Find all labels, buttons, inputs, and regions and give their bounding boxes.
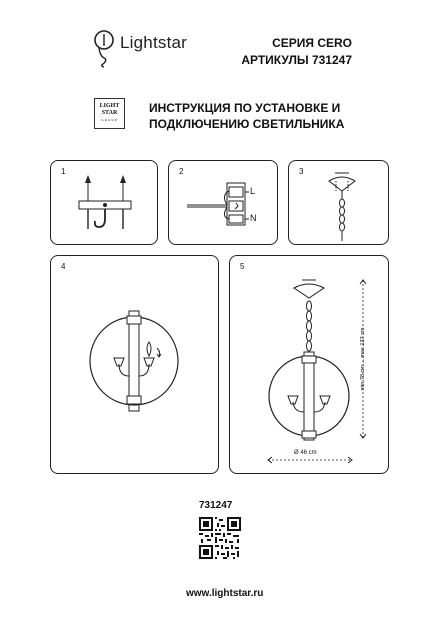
- step-number: 2: [179, 167, 184, 176]
- step-number: 4: [61, 262, 66, 271]
- diameter-dimension-label: Ø 46 cm: [294, 450, 317, 456]
- step-4-panel: [50, 255, 219, 474]
- brand-name: Lightstar: [120, 33, 188, 52]
- product-code: 731247: [199, 500, 233, 511]
- live-wire-label: L: [250, 186, 256, 196]
- badge-line-2: STAR: [101, 110, 118, 116]
- instruction-title: [149, 100, 344, 132]
- series-title: СЕРИЯ CERO: [272, 36, 352, 50]
- step-1-panel: [50, 160, 158, 245]
- badge-line-3: GROUP: [101, 118, 118, 122]
- website-link[interactable]: www.lightstar.ru: [186, 588, 264, 599]
- ceiling-mount-bracket-illustration: [51, 161, 159, 246]
- height-dimension-label: min 78 cm ... max 137 cm: [360, 327, 366, 391]
- neutral-wire-label: N: [250, 213, 257, 223]
- lamp-bulb-install-illustration: [51, 256, 220, 475]
- step-2-panel: [168, 160, 278, 245]
- assembled-lamp-dimensions-illustration: [230, 256, 390, 475]
- article-number: АРТИКУЛЫ 731247: [241, 53, 352, 67]
- step-3-panel: [288, 160, 389, 245]
- step-number: 5: [240, 262, 245, 271]
- step-number: 3: [299, 167, 304, 176]
- wiring-terminal-illustration: [169, 161, 279, 246]
- canopy-chain-illustration: [289, 161, 390, 246]
- qr-code-icon: [199, 517, 241, 559]
- step-number: 1: [61, 167, 66, 176]
- lightstar-group-badge: [94, 98, 125, 129]
- step-5-panel: [229, 255, 389, 474]
- instruction-line-1: ИНСТРУКЦИЯ ПО УСТАНОВКЕ И: [149, 101, 341, 115]
- badge-line-1: LIGHT: [99, 103, 120, 109]
- lightbulb-logo-icon: [90, 28, 118, 68]
- instruction-line-2: ПОДКЛЮЧЕНИЮ СВЕТИЛЬНИКА: [149, 117, 345, 131]
